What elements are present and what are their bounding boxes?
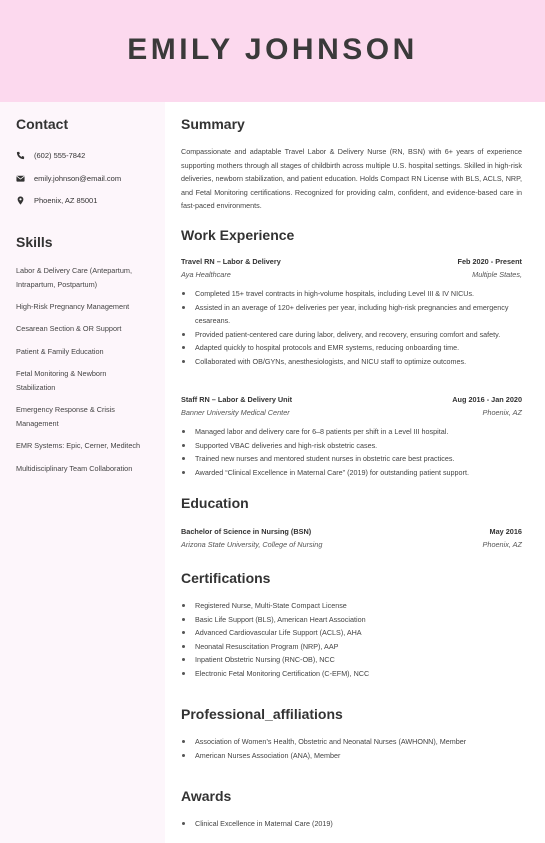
education-subheader [181,540,522,550]
school-location: Phoenix, AZ [482,540,522,549]
job-subheader [181,270,522,280]
experience-heading: Work Experience [181,227,295,243]
job-title: Travel RN – Labor & Delivery [181,257,281,266]
job-bullets [181,425,522,479]
certification-item: Inpatient Obstetric Nursing (RNC-OB), NCC [181,653,522,667]
job-title: Staff RN – Labor & Delivery Unit [181,395,293,404]
candidate-name: EMILY JOHNSON [127,33,418,66]
phone-icon [16,151,25,160]
contact-heading: Contact [16,116,69,132]
summary-text: Compassionate and adaptable Travel Labor & Delivery Nurse (RN, BSN) with 6+ years of experience supporting mothers through all stages of childbirth across multiple U.S. hospital settings. Skilled in high-risk deliveries, newborn stabilization, and patient education. Holds Compact RN License with BLS, ACLS, NRP, and Fetal Monitoring certifications. Recognized for providing calm, confident, and evidence-based care in fast-paced environments. [181,147,522,210]
location-text: Phoenix, AZ 85001 [34,196,98,205]
job-bullet: Provided patient-centered care during labor, delivery, and recovery, ensuring comfort and safety. [181,328,522,342]
job-subheader [181,408,522,418]
contact-email [16,174,121,183]
job-location: Phoenix, AZ [482,408,522,417]
job-dates: Feb 2020 - Present [457,257,522,266]
resume-header [0,0,545,102]
skill-item: High-Risk Pregnancy Management [16,302,130,311]
affiliations-list [181,735,522,762]
contact-location [16,196,97,205]
job-location: Multiple States, [472,270,522,279]
affiliation-item: Association of Women’s Health, Obstetric and Neonatal Nurses (AWHONN), Member [181,735,522,749]
summary-heading: Summary [181,116,245,132]
job-bullet: Trained new nurses and mentored student nurses in obstetric care best practices. [181,452,522,466]
job-bullets [181,287,522,368]
education-header [181,527,522,537]
skill-item: Fetal Monitoring & Newborn Stabilization [16,369,107,392]
job-header [181,257,522,267]
certification-item: Basic Life Support (BLS), American Heart Association [181,613,522,627]
job-bullet: Supported VBAC deliveries and high-risk obstetric cases. [181,439,522,453]
certifications-heading: Certifications [181,570,271,586]
job-employer: Banner University Medical Center [181,408,290,417]
education-heading: Education [181,495,249,511]
job-bullet: Managed labor and delivery care for 6–8 patients per shift in a Level III hospital. [181,425,522,439]
skill-item: Labor & Delivery Care (Antepartum, Intrapartum, Postpartum) [16,266,132,289]
certification-item: Neonatal Resuscitation Program (NRP), AAP [181,640,522,654]
job-bullet: Assisted in an average of 120+ deliveries per year, including high-risk pregnancies and emergency cesareans. [181,301,522,328]
awards-heading: Awards [181,788,232,804]
awards-list [181,817,522,831]
skill-item: EMR Systems: Epic, Cerner, Meditech [16,441,141,450]
certifications-list [181,599,522,680]
affiliations-heading: Professional_affiliations [181,706,343,722]
email-text: emily.johnson@email.com [34,174,122,183]
skill-item: Patient & Family Education [16,347,104,356]
job-bullet: Completed 15+ travel contracts in high-volume hospitals, including Level III & IV NICUs. [181,287,522,301]
certification-item: Advanced Cardiovascular Life Support (ACLS), AHA [181,626,522,640]
skill-item: Emergency Response & Crisis Management [16,405,115,428]
award-item: Clinical Excellence in Maternal Care (2019) [181,817,522,831]
affiliation-item: American Nurses Association (ANA), Member [181,749,522,763]
skill-item: Cesarean Section & OR Support [16,324,122,333]
job-bullet: Awarded “Clinical Excellence in Maternal Care” (2019) for outstanding patient support. [181,466,522,480]
certification-item: Registered Nurse, Multi-State Compact License [181,599,522,613]
phone-text: (602) 555-7842 [34,151,86,160]
graduation-date: May 2016 [489,527,522,536]
degree: Bachelor of Science in Nursing (BSN) [181,527,312,536]
skills-heading: Skills [16,234,53,250]
job-header [181,395,522,405]
job-dates: Aug 2016 - Jan 2020 [452,395,522,404]
map-pin-icon [16,196,25,205]
skill-item: Multidisciplinary Team Collaboration [16,464,133,473]
contact-phone [16,151,85,160]
job-employer: Aya Healthcare [181,270,231,279]
school: Arizona State University, College of Nursing [181,540,323,549]
certification-item: Electronic Fetal Monitoring Certification (C-EFM), NCC [181,667,522,681]
job-bullet: Adapted quickly to hospital protocols and EMR systems, reducing onboarding time. [181,341,522,355]
envelope-icon [16,174,25,183]
job-bullet: Collaborated with OB/GYNs, anesthesiologists, and NICU staff to optimize outcomes. [181,355,522,369]
